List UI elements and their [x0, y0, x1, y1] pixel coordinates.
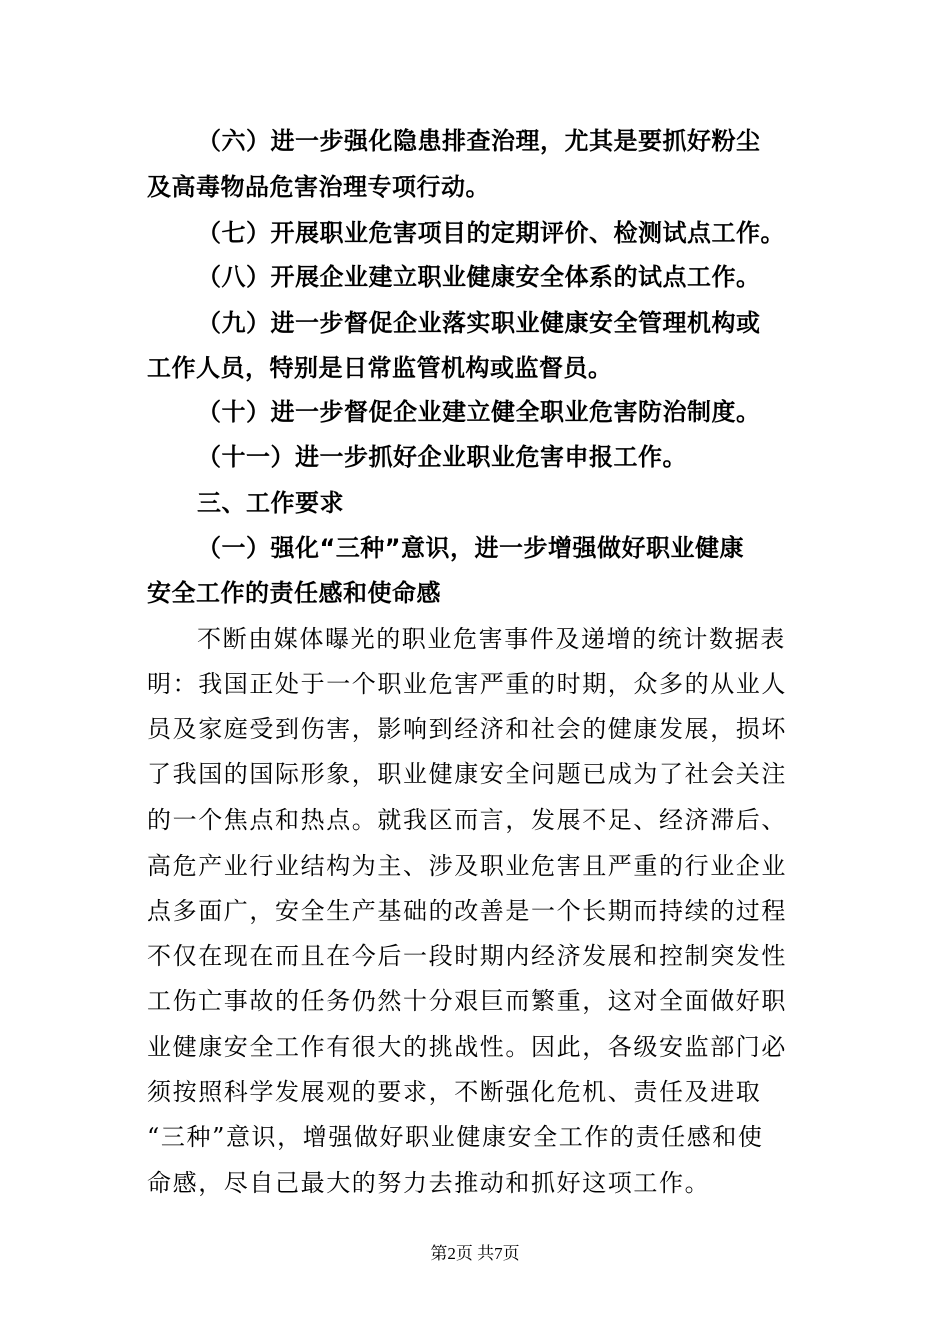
text-line: 了我国的国际形象，职业健康安全问题已成为了社会关注: [147, 760, 787, 788]
text-line: “三种”意识，增强做好职业健康安全工作的责任感和使: [147, 1123, 764, 1151]
text-line: 高危产业行业结构为主、涉及职业危害且严重的行业企业: [147, 852, 787, 880]
text-line: 的一个焦点和热点。就我区而言，发展不足、经济滞后、: [147, 806, 787, 834]
text-line: 须按照科学发展观的要求，不断强化危机、责任及进取: [147, 1078, 762, 1106]
text-line: （十）进一步督促企业建立健全职业危害防治制度。: [197, 398, 761, 426]
text-line: 工伤亡事故的任务仍然十分艰巨而繁重，这对全面做好职: [147, 987, 787, 1015]
text-line: （七）开展职业危害项目的定期评价、检测试点工作。: [197, 219, 785, 247]
section-heading: 三、工作要求: [197, 489, 344, 517]
text-line: 工作人员，特别是日常监管机构或监督员。: [147, 354, 613, 382]
subsection-heading: （一）强化“三种”意识，进一步增强做好职业健康: [197, 534, 745, 562]
page-footer: 第2页 共7页: [430, 1244, 520, 1263]
text-line: （十一）进一步抓好企业职业危害申报工作。: [197, 443, 687, 471]
text-line: 员及家庭受到伤害，影响到经济和社会的健康发展，损坏: [147, 715, 787, 743]
text-line: （六）进一步强化隐患排查治理，尤其是要抓好粉尘: [197, 127, 761, 155]
text-line: 不断由媒体曝光的职业危害事件及递增的统计数据表: [197, 625, 786, 653]
text-line: 明：我国正处于一个职业危害严重的时期，众多的从业人: [147, 670, 787, 698]
text-line: 业健康安全工作有很大的挑战性。因此，各级安监部门必: [147, 1033, 787, 1061]
text-line: 命感，尽自己最大的努力去推动和抓好这项工作。: [147, 1169, 711, 1197]
text-line: 点多面广，安全生产基础的改善是一个长期而持续的过程: [147, 897, 787, 925]
subsection-heading: 安全工作的责任感和使命感: [147, 579, 441, 607]
text-line: 不仅在现在而且在今后一段时期内经济发展和控制突发性: [147, 942, 787, 970]
text-line: （八）开展企业建立职业健康安全体系的试点工作。: [197, 263, 761, 291]
text-line: 及高毒物品危害治理专项行动。: [147, 173, 490, 201]
text-line: （九）进一步督促企业落实职业健康安全管理机构或: [197, 309, 761, 337]
